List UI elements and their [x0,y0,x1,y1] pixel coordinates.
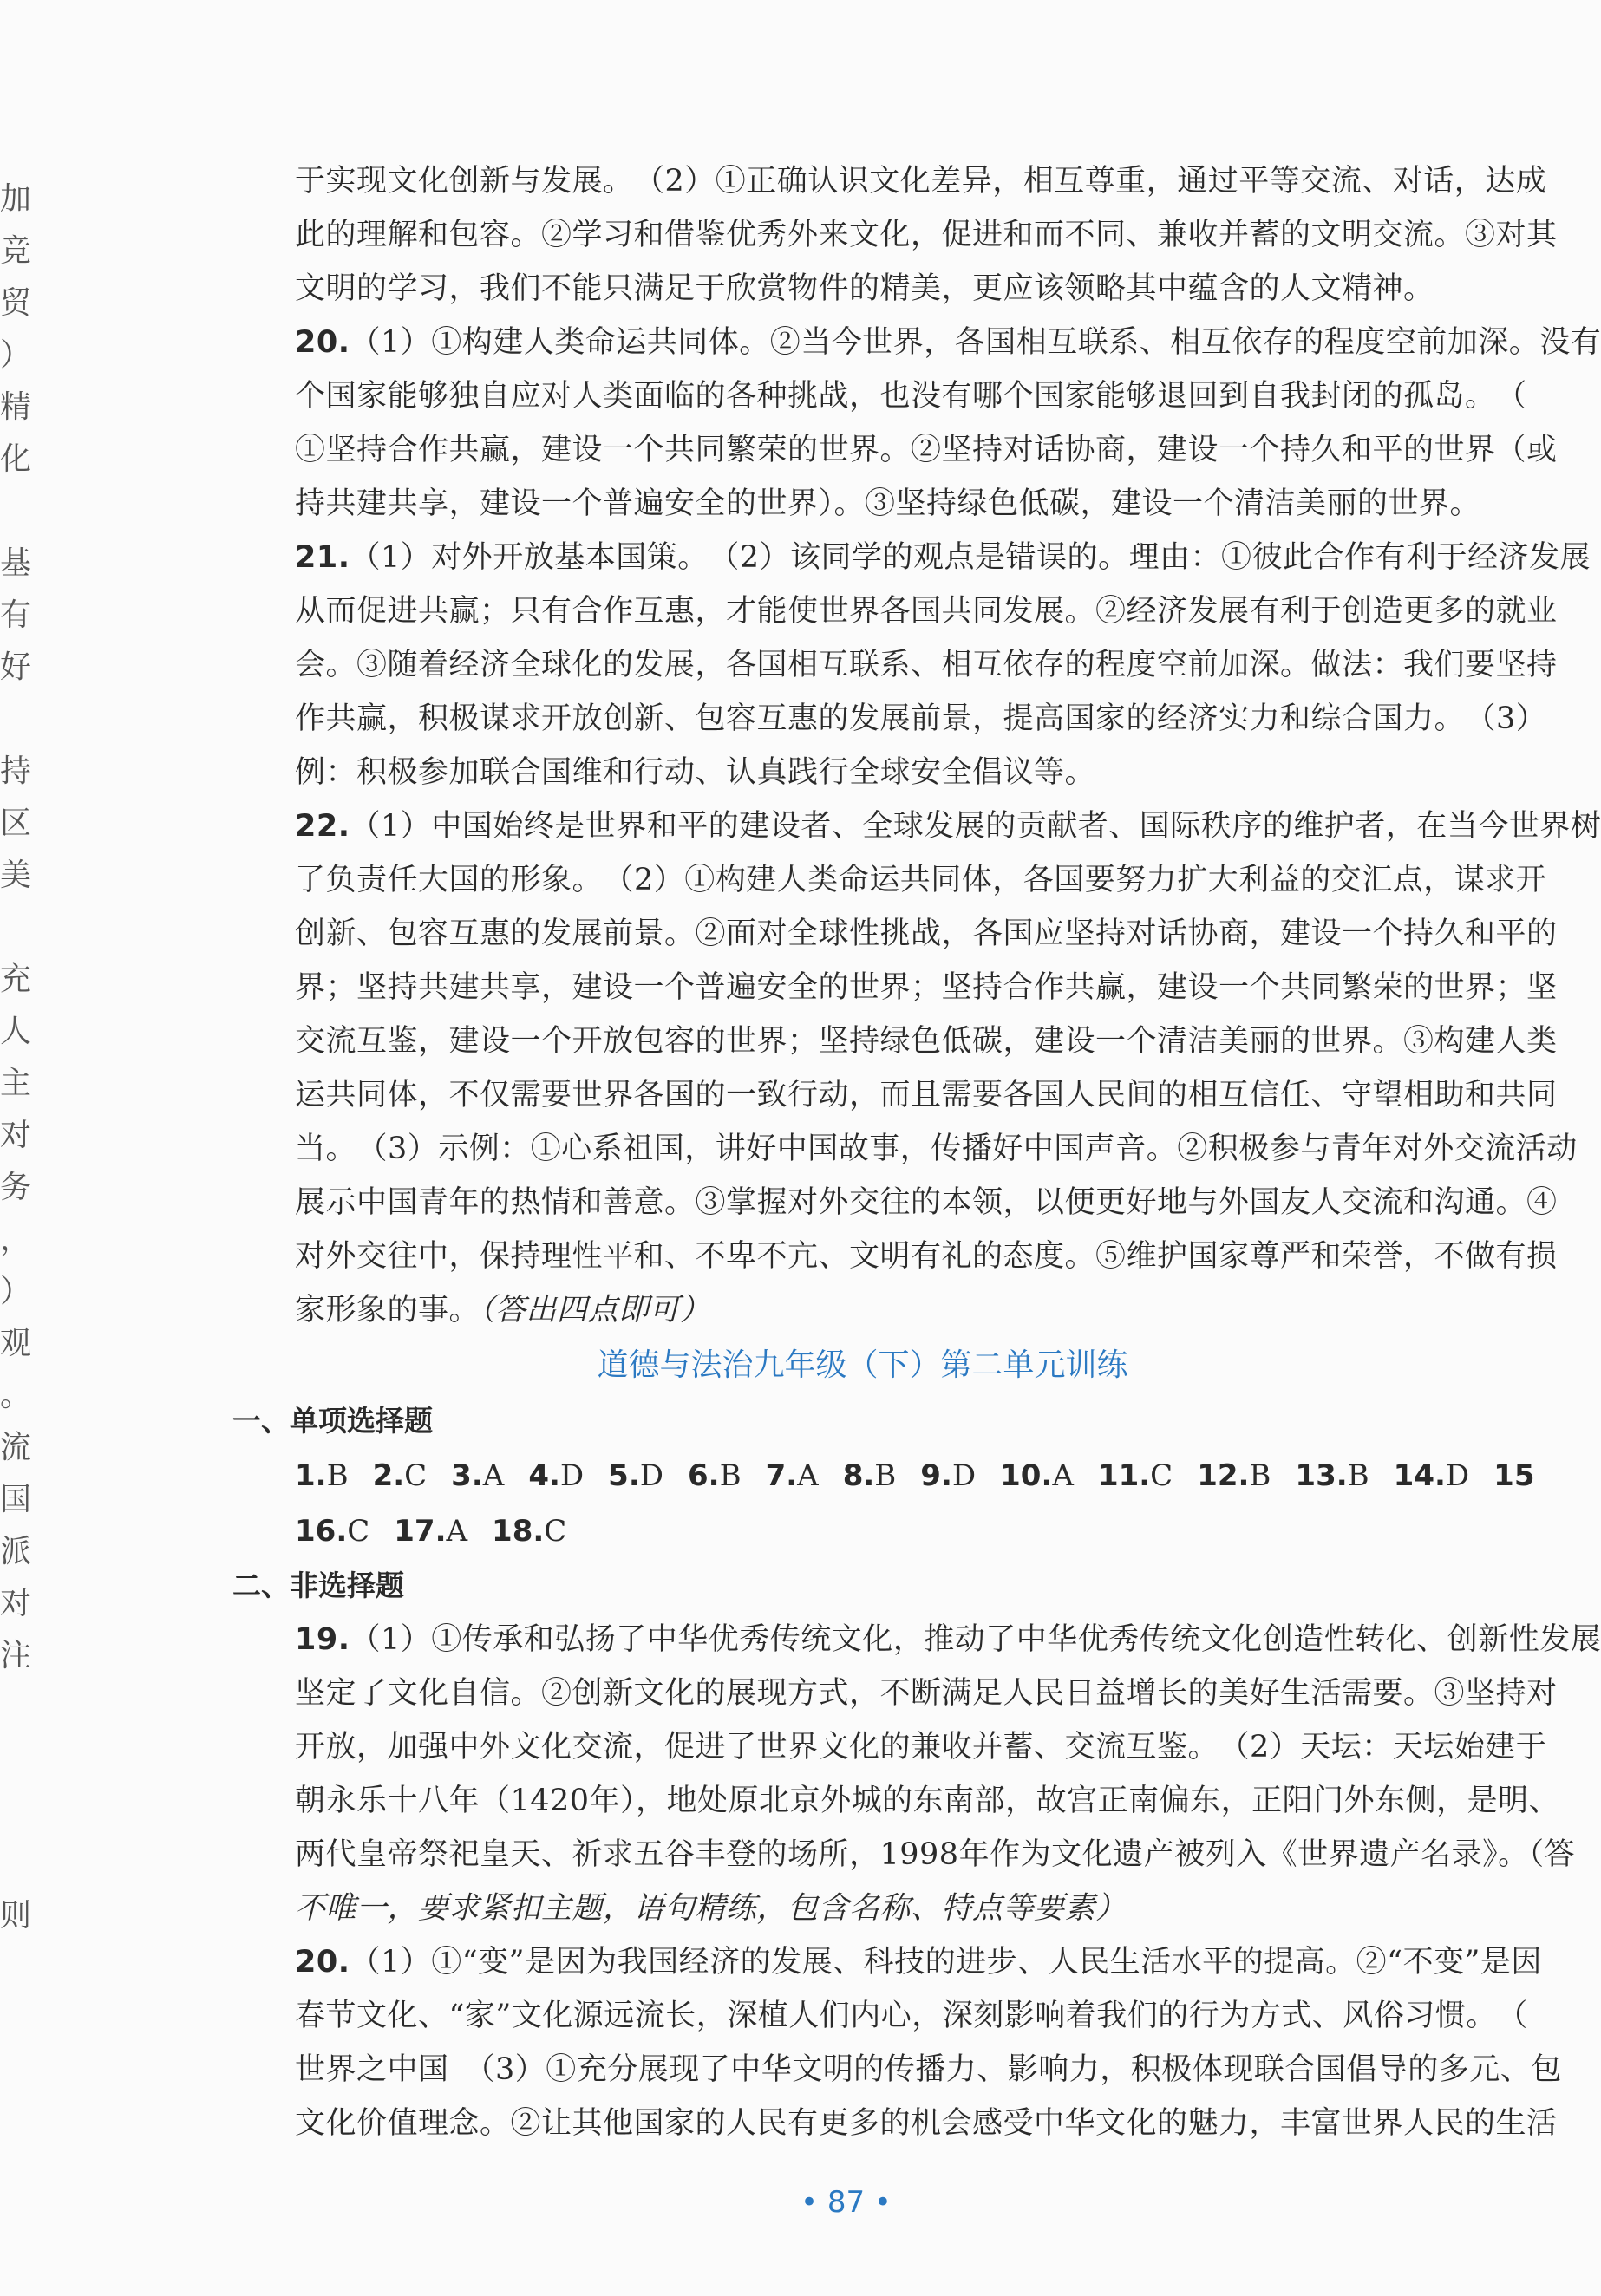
margin-char: 。 [0,1378,32,1413]
text-line: 界；坚持共建共享，建设一个普遍安全的世界；坚持合作共赢，建设一个共同繁荣的世界；坚 [295,970,1558,1005]
margin-char [0,1786,12,1838]
choice-letter: D [559,1458,585,1493]
margin-char: 注 [0,1638,32,1673]
choice-answer [394,1503,467,1559]
margin-char: 派 [0,1534,32,1569]
text-line: 展示中国青年的热情和善意。③掌握对外交往的本领，以便更好地与外国友人交流和沟通。④ [295,1185,1558,1220]
choice-number: 13. [1295,1458,1348,1493]
text-line: 于实现文化创新与发展。 （2）①正确认识文化差异，相互尊重，通过平等交流、对话，达成 [295,164,1547,199]
choice-letter: A [797,1458,819,1493]
choice-number: 18. [492,1514,545,1549]
text-line: 了负责任大国的形象。 （2）①构建人类命运共同体，各国要努力扩大利益的交汇点，谋求开 [295,863,1547,897]
choice-answer [843,1448,897,1503]
choice-number: 11. [1097,1458,1151,1493]
choice-answer [1394,1448,1470,1503]
choice-answer [373,1448,428,1503]
line-text: （1）①“变”是因为我国经济的发展、科技的进步、人民生活水平的提高。②“不变”是因 [350,1945,1542,1980]
margin-char: 美 [0,858,32,893]
choice-answers-row-1 [232,1448,1545,1503]
text-line: 世界之中国 （3）①充分展现了中华文明的传播力、影响力，积极体现联合国倡导的多元、包 [295,2052,1562,2087]
choice-answer [1098,1448,1173,1503]
margin-char [0,694,12,746]
question-21-answer [232,531,1591,799]
margin-char: ） [0,337,32,373]
text-line [232,1613,1601,1667]
choice-number: 4. [528,1458,560,1493]
margin-char: 国 [0,1482,32,1517]
choice-answer [1197,1448,1271,1503]
text-line: 此的理解和包容。②学习和借鉴优秀外来文化，促进和而不同、兼收并蓄的文明交流。③对其 [295,218,1558,252]
line-text: （1）中国始终是世界和平的建设者、全球发展的贡献者、国际秩序的维护者，在当今世界树 [350,809,1601,844]
choice-answer [295,1503,369,1559]
text-line: 对外交往中，保持理性平和、不卑不亢、文明有礼的态度。⑤维护国家尊严和荣誉，不做有损 [295,1239,1558,1274]
choice-answer [688,1448,742,1503]
margin-char: 对 [0,1118,32,1153]
choice-number: 1. [295,1458,327,1493]
margin-char: 主 [0,1066,32,1101]
margin-char: 区 [0,806,32,841]
choice-letter: A [446,1514,468,1549]
text-line: 作共赢，积极谋求开放创新、包容互惠的发展前景，提高国家的经济实力和综合国力。 （3） [295,701,1547,736]
choice-answer [1000,1448,1074,1503]
choice-answers-row-2 [232,1503,1545,1559]
text-line: 坚定了文化自信。②创新文化的展现方式，不断满足人民日益增长的美好生活需要。③坚持对 [295,1676,1558,1711]
margin-char: 流 [0,1430,32,1465]
text-line: 持共建共享，建设一个普遍安全的世界）。③坚持绿色低碳，建设一个清洁美丽的世界。 [295,486,1481,521]
text-line: 交流互鉴，建设一个开放包容的世界；坚持绿色低碳，建设一个清洁美丽的世界。③构建人类 [295,1024,1558,1059]
question-number: 22. [295,809,350,844]
choice-letter: D [639,1458,663,1493]
margin-char: 好 [0,649,32,685]
text-line [232,1935,1545,1989]
choice-number: 14. [1393,1458,1446,1493]
text-line: 例：积极参加联合国维和行动、认真践行全球安全倡议等。 [295,755,1096,790]
margin-char [0,902,12,954]
choice-answer [1493,1448,1534,1503]
text-line [232,1283,1545,1337]
choice-letter: C [404,1458,428,1493]
choice-letter: B [1347,1458,1369,1493]
margin-char: 化 [0,441,32,477]
margin-char [0,1838,12,1890]
text-line [232,316,1601,369]
line-text: （1）对外开放基本国策。 （2）该同学的观点是错误的。理由：①彼此合作有利于经济发展 [350,540,1591,575]
choice-answer [766,1448,819,1503]
choice-letter: C [1150,1458,1173,1493]
text-line: 文化价值理念。②让其他国家的人民有更多的机会感受中华文化的魅力，丰富世界人民的生活 [295,2106,1558,2141]
margin-char: 观 [0,1326,32,1361]
margin-char: 贸 [0,285,32,321]
text-line: 个国家能够独自应对人类面临的各种挑战，也没有哪个国家能够退回到自我封闭的孤岛。 （ [295,379,1527,414]
choice-letter: B [1249,1458,1271,1493]
margin-char: ， [0,1222,32,1257]
text-line [232,531,1591,584]
question-number: 21. [295,540,350,575]
margin-char: 对 [0,1586,32,1621]
margin-char: 人 [0,1014,32,1049]
choice-number: 15 [1493,1458,1535,1493]
unit-title: 道德与法治九年级（下）第二单元训练 [597,1347,1128,1383]
question-number: 20. [295,1945,350,1980]
choice-letter: B [874,1458,897,1493]
previous-page-edge [0,173,32,1942]
choice-answer [920,1448,976,1503]
question-number: 19. [295,1622,350,1657]
choice-number: 16. [295,1514,348,1549]
choice-answer [295,1448,349,1503]
text-line: 会。③随着经济全球化的发展，各国相互联系、相互依存的程度空前加深。做法：我们要坚持 [295,648,1558,682]
choice-number: 17. [394,1514,447,1549]
choice-answer [492,1503,566,1559]
margin-char: 基 [0,545,32,581]
choice-number: 2. [372,1458,405,1493]
margin-char: 有 [0,597,32,633]
margin-char [0,486,12,538]
margin-char: 加 [0,181,32,217]
line-text: 家形象的事。 [295,1293,480,1327]
margin-char: 精 [0,389,32,425]
question-20-answer-unit2 [232,1935,1562,2150]
choice-number: 12. [1197,1458,1250,1493]
question-number: 20. [295,325,350,360]
text-line: 开放，加强中外文化交流，促进了世界文化的兼收并蓄、交流互鉴。 （2）天坛：天坛始建于 [295,1730,1547,1764]
choice-answer [608,1448,663,1503]
question-20-answer [232,316,1601,531]
margin-char: 持 [0,753,32,789]
margin-char: 务 [0,1170,32,1205]
text-line: 创新、包容互惠的发展前景。②面对全球性挑战，各国应坚持对话协商，建设一个持久和平的 [295,916,1558,951]
choice-number: 7. [765,1458,798,1493]
choice-letter: C [347,1514,370,1549]
margin-char [0,1734,12,1786]
section-non-choice: 二、非选择题 [232,1569,404,1602]
text-line: 从而促进共赢；只有合作互惠，才能使世界各国共同发展。②经济发展有利于创造更多的就业 [295,594,1558,629]
text-line: 朝永乐十八年（1420年），地处原北京外城的东南部，故宫正南偏东，正阳门外东侧，是明、 [295,1784,1560,1818]
choice-number: 10. [1000,1458,1053,1493]
text-line: 运共同体，不仅需要世界各国的一致行动，而且需要各国人民间的相互信任、守望相助和共同 [295,1078,1558,1112]
page-number: • 87 • [800,2185,892,2220]
choice-number: 5. [608,1458,640,1493]
choice-answer [1295,1448,1369,1503]
question-19-answer [232,1613,1601,1935]
choice-letter: A [482,1458,505,1493]
text-line: 两代皇帝祭祀皇天、祈求五谷丰登的场所，1998年作为文化遗产被列入《世界遗产名录》。（答 [295,1837,1576,1872]
choice-number: 8. [842,1458,875,1493]
text-line: ①坚持合作共赢，建设一个共同繁荣的世界。②坚持对话协商，建设一个持久和平的世界（或 [295,433,1558,467]
text-line: 当。 （3）示例：①心系祖国，讲好中国故事，传播好中国声音。②积极参与青年对外交流活动 [295,1132,1578,1166]
choice-number: 9. [920,1458,952,1493]
choice-answer [528,1448,584,1503]
section-single-choice: 一、单项选择题 [232,1404,433,1438]
q19-continued-text [232,154,1558,316]
choice-answer [451,1448,504,1503]
choice-letter: D [1445,1458,1470,1493]
text-line: 文明的学习，我们不能只满足于欣赏物件的精美，更应该领略其中蕴含的人文精神。 [295,271,1434,306]
answer-note: 不唯一，要求紧扣主题，语句精练，包含名称、特点等要素） [295,1891,1127,1926]
choice-letter: C [544,1514,567,1549]
text-line [232,799,1601,853]
line-text: （1）①传承和弘扬了中华优秀传统文化，推动了中华优秀传统文化创造性转化、创新性发展 [350,1622,1601,1657]
choice-letter: B [326,1458,349,1493]
answer-note: （答出四点即可） [480,1293,711,1327]
choice-number: 6. [688,1458,720,1493]
margin-char: ） [0,1274,32,1309]
text-line: 春节文化、“家”文化源远流长，深植人们内心，深刻影响着我们的行为方式、风俗习惯。 （ [295,1999,1528,2033]
margin-char: 竞 [0,233,32,269]
question-22-answer [232,799,1601,1337]
margin-char: 则 [0,1898,32,1934]
choice-letter: B [719,1458,742,1493]
margin-char: 充 [0,962,32,997]
line-text: （1）①构建人类命运共同体。②当今世界，各国相互联系、相互依存的程度空前加深。没有 [350,325,1601,360]
choice-number: 3. [451,1458,483,1493]
answer-page [232,154,1601,2150]
margin-char [0,1682,12,1734]
choice-letter: A [1052,1458,1074,1493]
choice-letter: D [951,1458,977,1493]
